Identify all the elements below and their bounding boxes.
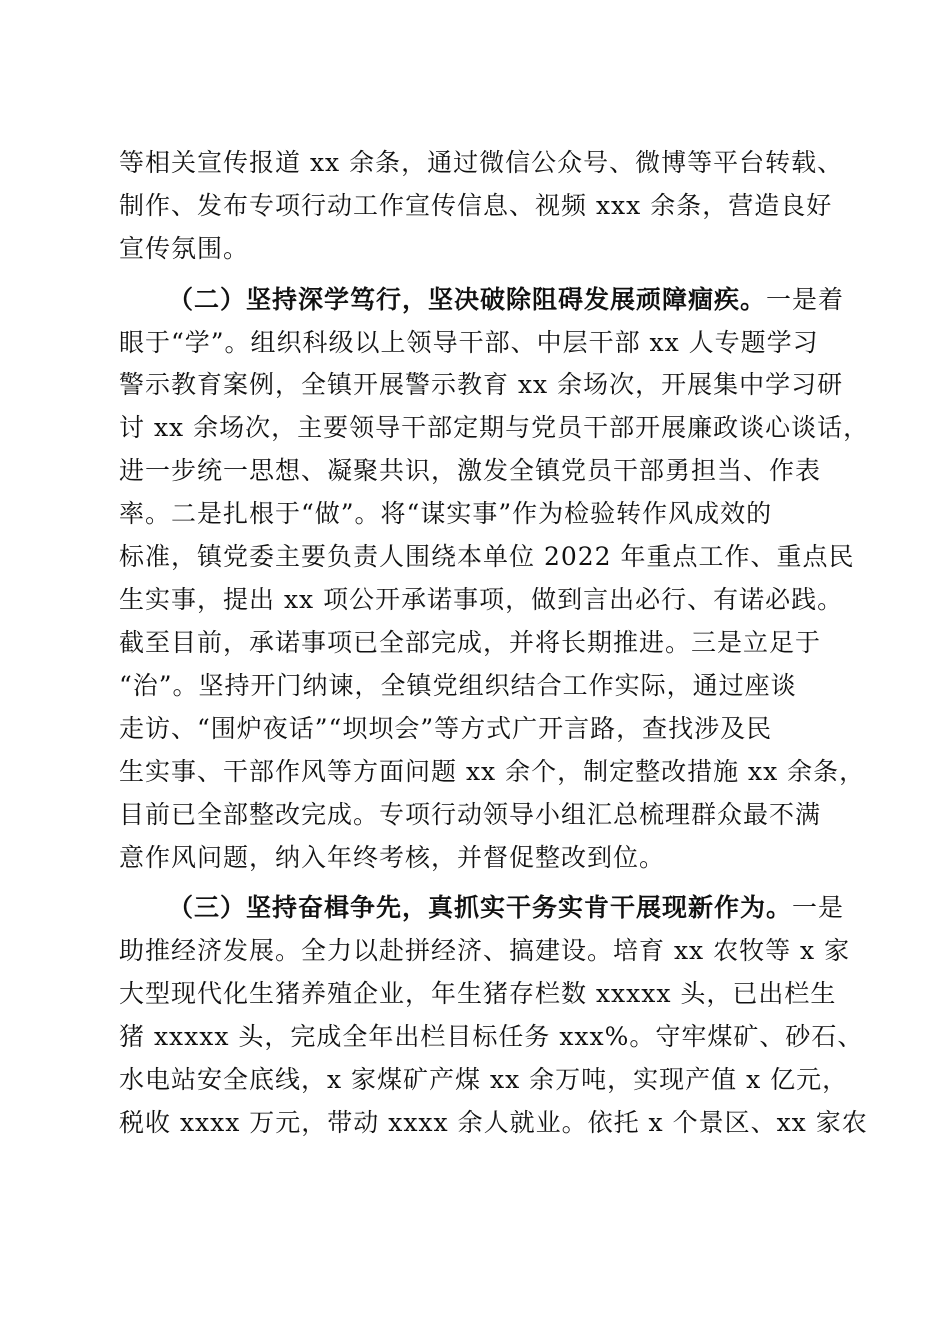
section-heading-line: [168, 285, 888, 315]
text-line: 截至目前，承诺事项已全部完成，并将长期推进。三是立足于: [119, 628, 822, 657]
text-line: 助推经济发展。全力以赴拼经济、搞建设。培育 xx 农牧等 x 家: [119, 936, 851, 965]
section-heading-line: [168, 893, 888, 923]
text-line: 意作风问题，纳入年终考核，并督促整改到位。: [119, 843, 666, 872]
text-line: 税收 xxxx 万元，带动 xxxx 余人就业。依托 x 个景区、xx 家农: [119, 1108, 868, 1137]
text-line: 标准，镇党委主要负责人围绕本单位 2022 年重点工作、重点民: [119, 542, 855, 571]
text-line: 生实事，提出 xx 项公开承诺事项，做到言出必行、有诺必践。: [119, 585, 844, 614]
text-line: “治”。坚持开门纳谏，全镇党组织结合工作实际，通过座谈: [119, 671, 797, 700]
text-line: 宣传氛围。: [119, 234, 250, 263]
section-heading-3: （三）坚持奋楫争先，真抓实干务实肯干展现新作为。: [168, 893, 793, 922]
text-line: 生实事、干部作风等方面问题 xx 余个，制定整改措施 xx 余条，: [119, 757, 866, 786]
text-line: 进一步统一思想、凝聚共识，激发全镇党员干部勇担当、作表: [119, 456, 822, 485]
text-line: 大型现代化生猪养殖企业，年生猪存栏数 xxxxx 头，已出栏生: [119, 979, 837, 1008]
text-fragment: 一是: [792, 893, 845, 922]
text-line: 率。二是扎根于“做”。将“谋实事”作为检验转作风成效的: [119, 499, 773, 528]
section-heading-2: （二）坚持深学笃行，坚决破除阻碍发展顽障痼疾。: [168, 285, 767, 314]
text-line: 制作、发布专项行动工作宣传信息、视频 xxx 余条，营造良好: [119, 191, 833, 220]
text-line: 水电站安全底线，x 家煤矿产煤 xx 余万吨，实现产值 x 亿元，: [119, 1065, 849, 1094]
text-line: 眼于“学”。组织科级以上领导干部、中层干部 xx 人专题学习: [119, 328, 819, 357]
text-fragment: 一是着: [766, 285, 845, 314]
text-line: 讨 xx 余场次，主要领导干部定期与党员干部开展廉政谈心谈话，: [119, 413, 870, 442]
text-line: 等相关宣传报道 xx 余条，通过微信公众号、微博等平台转载、: [119, 148, 844, 177]
text-line: 走访、“围炉夜话”“坝坝会”等方式广开言路，查找涉及民: [119, 714, 773, 743]
text-line: 目前已全部整改完成。专项行动领导小组汇总梳理群众最不满: [119, 800, 822, 829]
text-line: 猪 xxxxx 头，完成全年出栏目标任务 xxx%。守牢煤矿、砂石、: [119, 1022, 864, 1051]
text-line: 警示教育案例，全镇开展警示教育 xx 余场次，开展集中学习研: [119, 370, 844, 399]
